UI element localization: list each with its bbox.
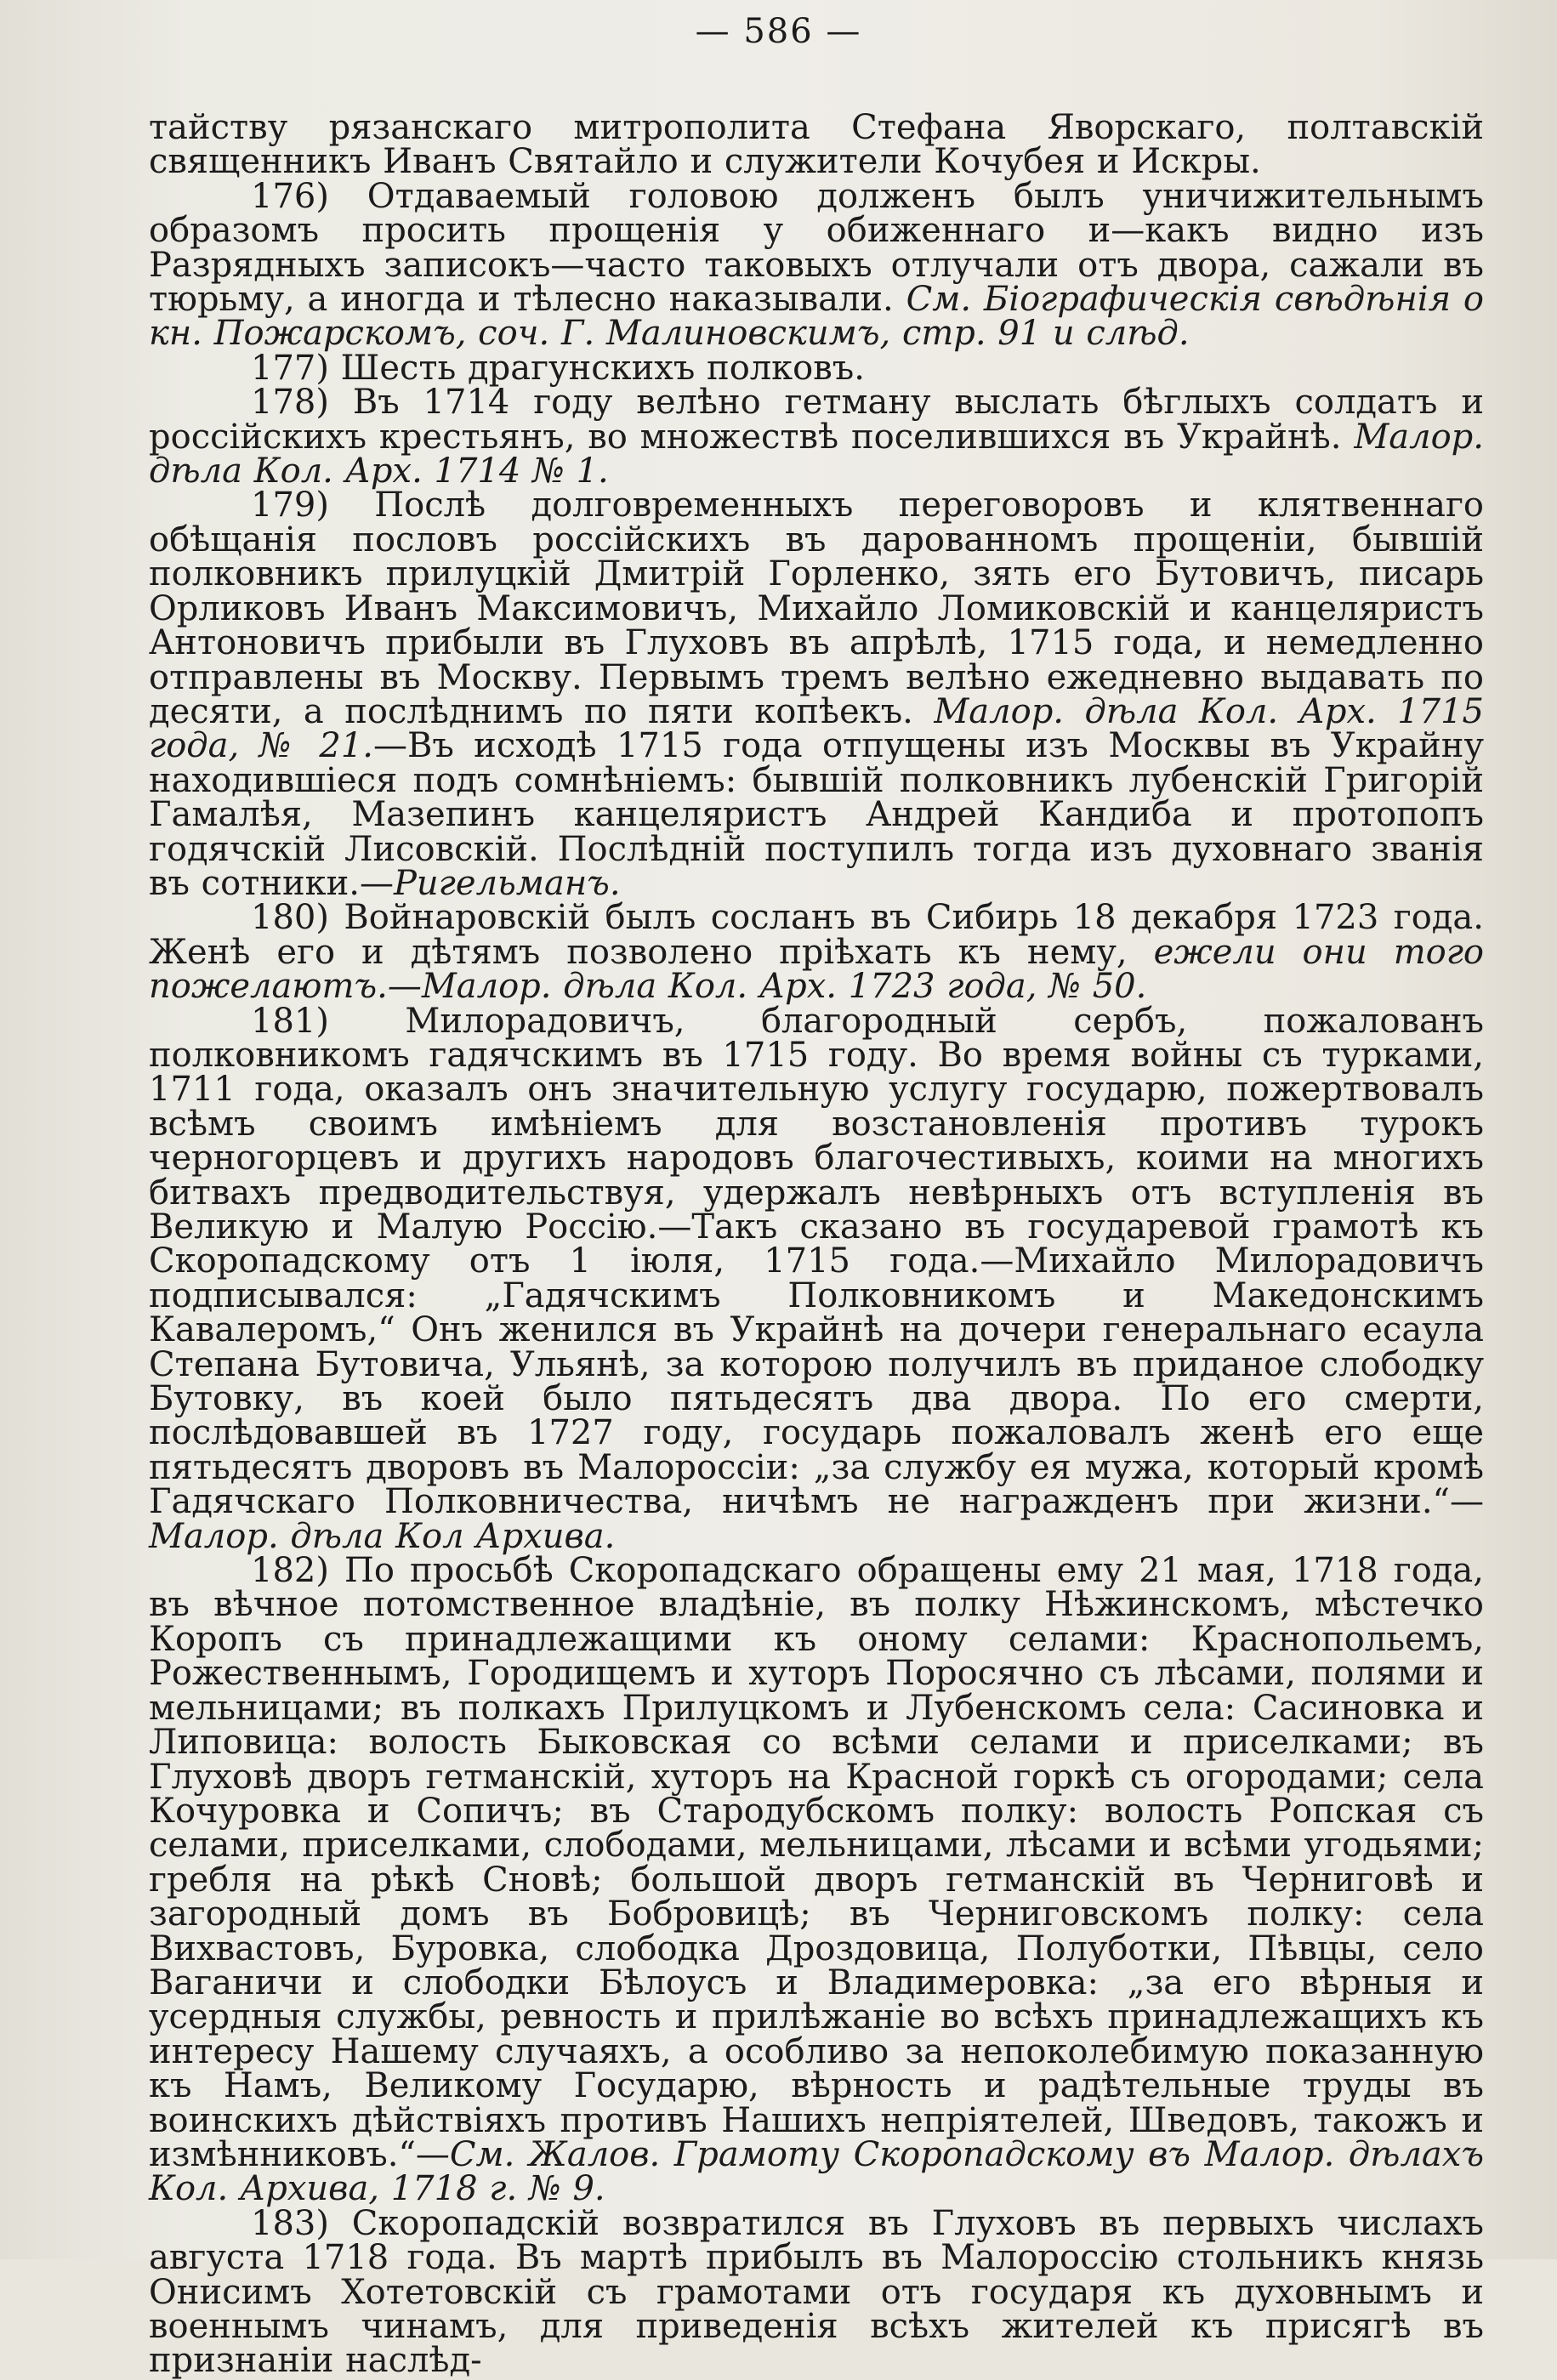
note-text: 181) Милорадовичъ, благородный сербъ, пожалованъ полковникомъ гадячскимъ въ 1715 году. Во время войны съ турками, 1711 года, оказалъ онъ значительную услугу государю, пожертвовалъ всѣмъ своимъ имѣніемъ для возстановленія противъ турокъ черногорцевъ и другихъ народовъ благочестивыхъ, коими на многихъ битвахъ предводительствуя, удержалъ невѣрныхъ отъ вступленія въ Великую и Малую Россію.—Такъ сказано въ государевой грамотѣ къ Скоропадскому отъ 1 іюля, 1715 года.—Михайло Милорадовичъ подписывался: „Гадячскимъ Полковникомъ и Македонскимъ Кавалеромъ,“ Онъ женился въ Украйнѣ на дочери генеральнаго есаула Степана Бутовича, Ульянѣ, за которою получилъ въ приданое слободку Бутовку, въ коей было пятьдесятъ два двора. По его смерти, послѣдовавшей въ 1727 году, государь пожаловалъ женѣ его еще пятьдесятъ дворовъ въ Малороссіи: „за службу ея мужа, который кромѣ Гадячскаго Полковничества, ничѣмъ не награжденъ при жизни.“—: [149, 1001, 1484, 1522]
page-body: [149, 108, 1485, 2380]
paragraph-175-continuation: [149, 108, 1484, 182]
note-177: [149, 348, 1484, 388]
note-182: [149, 1551, 1484, 2209]
citation-text: Малор. дѣла Кол Архива.: [149, 1516, 616, 1556]
note-text: 179) Послѣ долговременныхъ переговоровъ и клятвеннаго обѣщанія пословъ россійскихъ въ дарованномъ прощеніи, бывшій полковникъ прилуцкій Дмитрій Горленко, зять его Бутовичъ, писарь Орликовъ Иванъ Максимовичъ, Михайло Ломиковскій и канцеляристъ Антоновичъ прибыли въ Глуховъ въ апрѣлѣ, 1715 года, и немедленно отправлены въ Москву. Первымъ тремъ велѣно ежедневно выдавать по десяти, а послѣднимъ по пяти копѣекъ.: [149, 486, 1484, 731]
note-181: [149, 1001, 1484, 1556]
note-text: 180) Войнаровскій былъ сосланъ въ Сибирь 18 декабря 1723 года. Женѣ его и дѣтямъ позволено пріѣхать къ нему,: [149, 898, 1484, 972]
note-179: [149, 486, 1485, 903]
note-text: 183) Скоропадскій возвратился въ Глуховъ въ первыхъ числахъ августа 1718 года. Въ мартѣ прибылъ въ Малороссію стольникъ князь Онисимъ Хотетовскій съ грамотами отъ государя къ духовнымъ и военнымъ чинамъ, для приведенія всѣхъ жителей къ присягѣ въ признаніи наслѣд-: [149, 2203, 1484, 2380]
citation-text: ежели они того пожелаютъ.—Малор. дѣла Кол. Арх. 1723 года, № 50.: [149, 932, 1484, 1007]
note-text: 182) По просьбѣ Скоропадскаго обращены ему 21 мая, 1718 года, въ вѣчное потомственное владѣніе, въ полку Нѣжинскомъ, мѣстечко Коропъ съ принадлежащими къ оному селами: Краснопольемъ, Рожественнымъ, Городищемъ и хуторъ Поросячно съ лѣсами, полями и мельницами; въ полкахъ Прилуцкомъ и Лубенскомъ села: Сасиновка и Липовица: волость Быковская со всѣми селами и приселками; въ Глуховѣ дворъ гетманскій, хуторъ на Красной горкѣ съ огородами; села Кочуровка и Сопичъ; въ Стародубскомъ полку: волость Ропская съ селами, приселками, слободами, мельницами, лѣсами и всѣми угодьями; гребля на рѣкѣ Сновѣ; большой дворъ гетманскій въ Черниговѣ и загородный домъ въ Бобровицѣ; въ Черниговскомъ полку: села Вихвастовъ, Буровка, слободка Дроздовица, Полуботки, Пѣвцы, село Ваганичи и слободки Бѣлоусъ и Владимеровка: „за его вѣрныя и усердныя службы, ревность и прилѣжаніе во всѣхъ принадлежащихъ къ интересу Нашему случаяхъ, а особливо за непоколебимую показанную къ Намъ, Великому Государю, вѣрность и радѣтельные труды въ воинскихъ дѣйствіяхъ противъ Нашихъ непріятелей, Шведовъ, такожъ и измѣнниковъ.“—: [149, 1551, 1484, 2174]
citation-text: Малор. дѣла Кол. Арх. 1714 № 1.: [149, 417, 1484, 491]
note-183: [149, 2203, 1484, 2380]
note-178: [149, 383, 1484, 491]
citation-text: Ригельманъ.: [394, 863, 621, 903]
citation-text: Малор. дѣла Кол. Арх. 1715 года, № 21.: [149, 691, 1484, 766]
note-176: [149, 176, 1484, 354]
citation-text: См. Жалов. Грамоту Скоропадскому въ Малор. дѣлахъ Кол. Архива, 1718 г. № 9.: [149, 2134, 1484, 2209]
page-number: — 586 —: [695, 12, 862, 51]
note-text: 176) Отдаваемый головою долженъ былъ уничижительнымъ образомъ просить прощенія у обиженнаго и—какъ видно изъ Разрядныхъ записокъ—часто таковыхъ отлучали отъ двора, сажали въ тюрьму, а иногда и тѣлесно наказывали.: [149, 176, 1484, 320]
note-text: тайству рязанскаго митрополита Стефана Яворскаго, полтавскій священникъ Иванъ Святайло и служители Кочубея и Искры.: [149, 108, 1484, 182]
note-text: —Въ исходѣ 1715 года отпущены изъ Москвы въ Украйну находившіеся подъ сомнѣніемъ: бывшій полковникъ лубенскій Григорій Гамалѣя, Мазепинъ канцеляристъ Андрей Кандиба и протопопъ годячскій Лисовскій. Послѣдній поступилъ тогда изъ духовнаго званія въ сотники.—: [149, 726, 1485, 903]
citation-text: См. Біографическія свѣдѣнія о кн. Пожарскомъ, соч. Г. Малиновскимъ, стр. 91 и слѣд.: [149, 280, 1484, 354]
note-text: 178) Въ 1714 году велѣно гетману выслать бѣглыхъ солдатъ и россійскихъ крестьянъ, во множествѣ поселившихся въ Украйнѣ.: [149, 383, 1484, 457]
note-text: 177) Шесть драгунскихъ полковъ.: [251, 348, 865, 388]
note-180: [149, 898, 1484, 1007]
